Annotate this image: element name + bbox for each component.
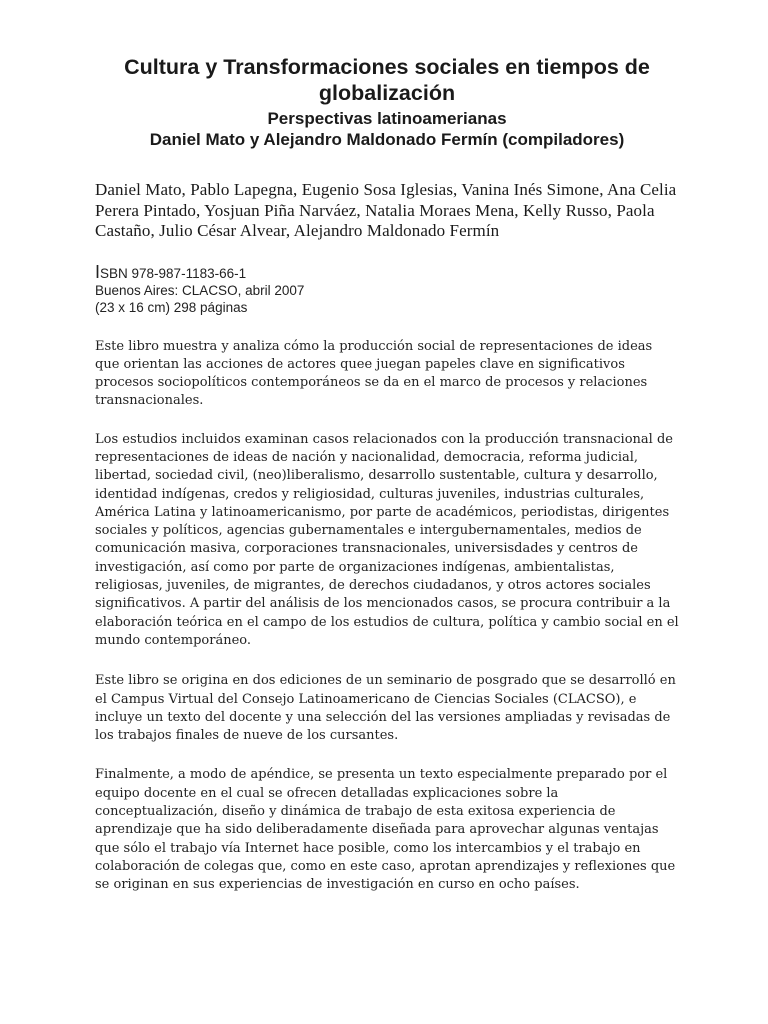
document-page xyxy=(95,54,679,895)
subtitle: Perspectivas latinoamerianas xyxy=(267,109,507,128)
paragraph: Finalmente, a modo de apéndice, se presenta un texto especialmente preparado por el equipo docente en el cual se ofrecen detalladas explicaciones sobre la conceptualización, diseño y dinámica de trabajo de esta exitosa experiencia de aprendizaje que ha sido deliberadamente diseñada para aprovechar algunas ventajas que sólo el trabajo vía Internet hace posible, como los intercambios y el trabajo en colaboración de colegas que, como en este caso, aprotan aprendizajes y reflexiones que se originan en sus experiencias de investigación en curso en ocho países. xyxy=(95,767,676,893)
isbn-initial: I xyxy=(95,261,101,282)
publication-info xyxy=(95,261,679,316)
title-block xyxy=(95,54,679,150)
body-text xyxy=(95,338,679,895)
paragraph: Este libro se origina en dos ediciones de un seminario de posgrado que se desarrolló en el Campus Virtual del Consejo Latinoamericano de Ciencias Sociales (CLACSO), e incluye un texto del docente y una selección del las versiones ampliadas y revisadas de los trabajos finales de nueve de los cursantes. xyxy=(95,673,676,744)
format-line: (23 x 16 cm) 298 páginas xyxy=(95,299,248,315)
isbn-rest: SBN 978-987-1183-66-1 xyxy=(100,265,247,281)
isbn-line xyxy=(95,261,679,282)
publisher-line: Buenos Aires: CLACSO, abril 2007 xyxy=(95,282,305,298)
paragraph: Los estudios incluidos examinan casos relacionados con la producción transnacional de representaciones de ideas de nación y nacionalidad, democracia, reforma judicial, libertad, sociedad civil, (neo)liberalismo, desarrollo sustentable, cultura y desarrollo, identidad indígenas, credos y religiosidad, culturas juveniles, industrias culturales, América Latina y latinoamericanismo, por parte de académicos, periodistas, dirigentes sociales y políticos, agencias gubernamentales e intergubernamentales, medios de comunicación masiva, corporaciones transnacionales, universisdades y centros de investigación, así como por parte de organizaciones indígenas, ambientalistas, religiosas, juveniles, de migrantes, de derechos ciudadanos, y otros actores sociales significativos. A partir del análisis de los mencionados casos, se procura contribuir a la elaboración teórica en el campo de los estudios de cultura, política y cambio social en el mundo contemporáneo. xyxy=(95,431,679,648)
page-title: Cultura y Transformaciones sociales en tiempos de globalización xyxy=(124,55,650,105)
authors-list: Daniel Mato, Pablo Lapegna, Eugenio Sosa Iglesias, Vanina Inés Simone, Ana Celia Perera Pintado, Yosjuan Piña Narváez, Natalia Moraes Mena, Kelly Russo, Paola Castaño, Julio César Alvear, Alejandro Maldonado Fermín xyxy=(95,180,677,240)
compilers: Daniel Mato y Alejandro Maldonado Fermín (compiladores) xyxy=(149,130,625,149)
paragraph: Este libro muestra y analiza cómo la producción social de representaciones de ideas que orientan las acciones de actores quee juegan papeles clave en significativos procesos sociopolíticos contemporáneos se da en el marco de procesos y relaciones transnacionales. xyxy=(95,338,653,409)
